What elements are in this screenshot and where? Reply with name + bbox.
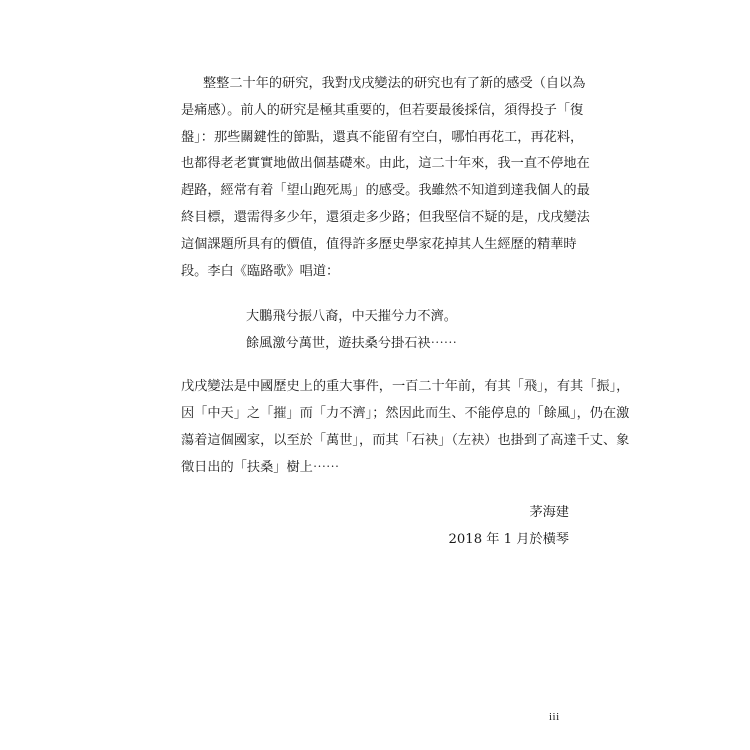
paragraph-line: 這個課題所具有的價值，值得許多歷史學家花掉其人生經歷的精華時 — [181, 237, 577, 252]
paragraph-line: 盤」：那些關鍵性的節點，還真不能留有空白，哪怕再花工，再花料， — [181, 130, 584, 145]
paragraph-line: 趕路，經常有着「望山跑死馬」的感受。我雖然不知道到達我個人的最 — [181, 183, 590, 198]
paragraph-line: 戊戌變法是中國歷史上的重大事件，一百二十年前，有其「飛」，有其「振」， — [181, 379, 630, 394]
paragraph-line: 徵日出的「扶桑」樹上⋯⋯ — [181, 460, 340, 475]
signature-date: 2018 年 1 月於橫琴 — [448, 532, 569, 547]
paragraph-line: 因「中天」之「摧」而「力不濟」；然因此而生、不能停息的「餘風」，仍在激 — [181, 406, 630, 421]
paragraph-line: 終目標，還需得多少年，還須走多少路；但我堅信不疑的是，戊戌變法 — [181, 210, 590, 225]
paragraph-line: 段。李白《臨路歌》唱道： — [181, 264, 340, 279]
paragraph-line: 蕩着這個國家，以至於「萬世」，而其「石袂」（左袂）也掛到了高達千丈、象 — [181, 433, 630, 448]
paragraph-line: 是痛感）。前人的研究是極其重要的，但若要最後採信，須得投子「復 — [181, 103, 584, 118]
author-signature: 茅海建 — [529, 505, 569, 520]
page-number: iii — [549, 711, 560, 723]
paragraph-line: 也都得老老實實地做出個基礎來。由此，這二十年來，我一直不停地在 — [181, 156, 590, 171]
paragraph-line: 整整二十年的研究，我對戊戌變法的研究也有了新的感受（自以為 — [203, 76, 586, 91]
poem-line: 大鵬飛兮振八裔，中天摧兮力不濟。 — [246, 309, 457, 324]
poem-line: 餘風激兮萬世，遊扶桑兮掛石袂⋯⋯ — [246, 336, 457, 351]
